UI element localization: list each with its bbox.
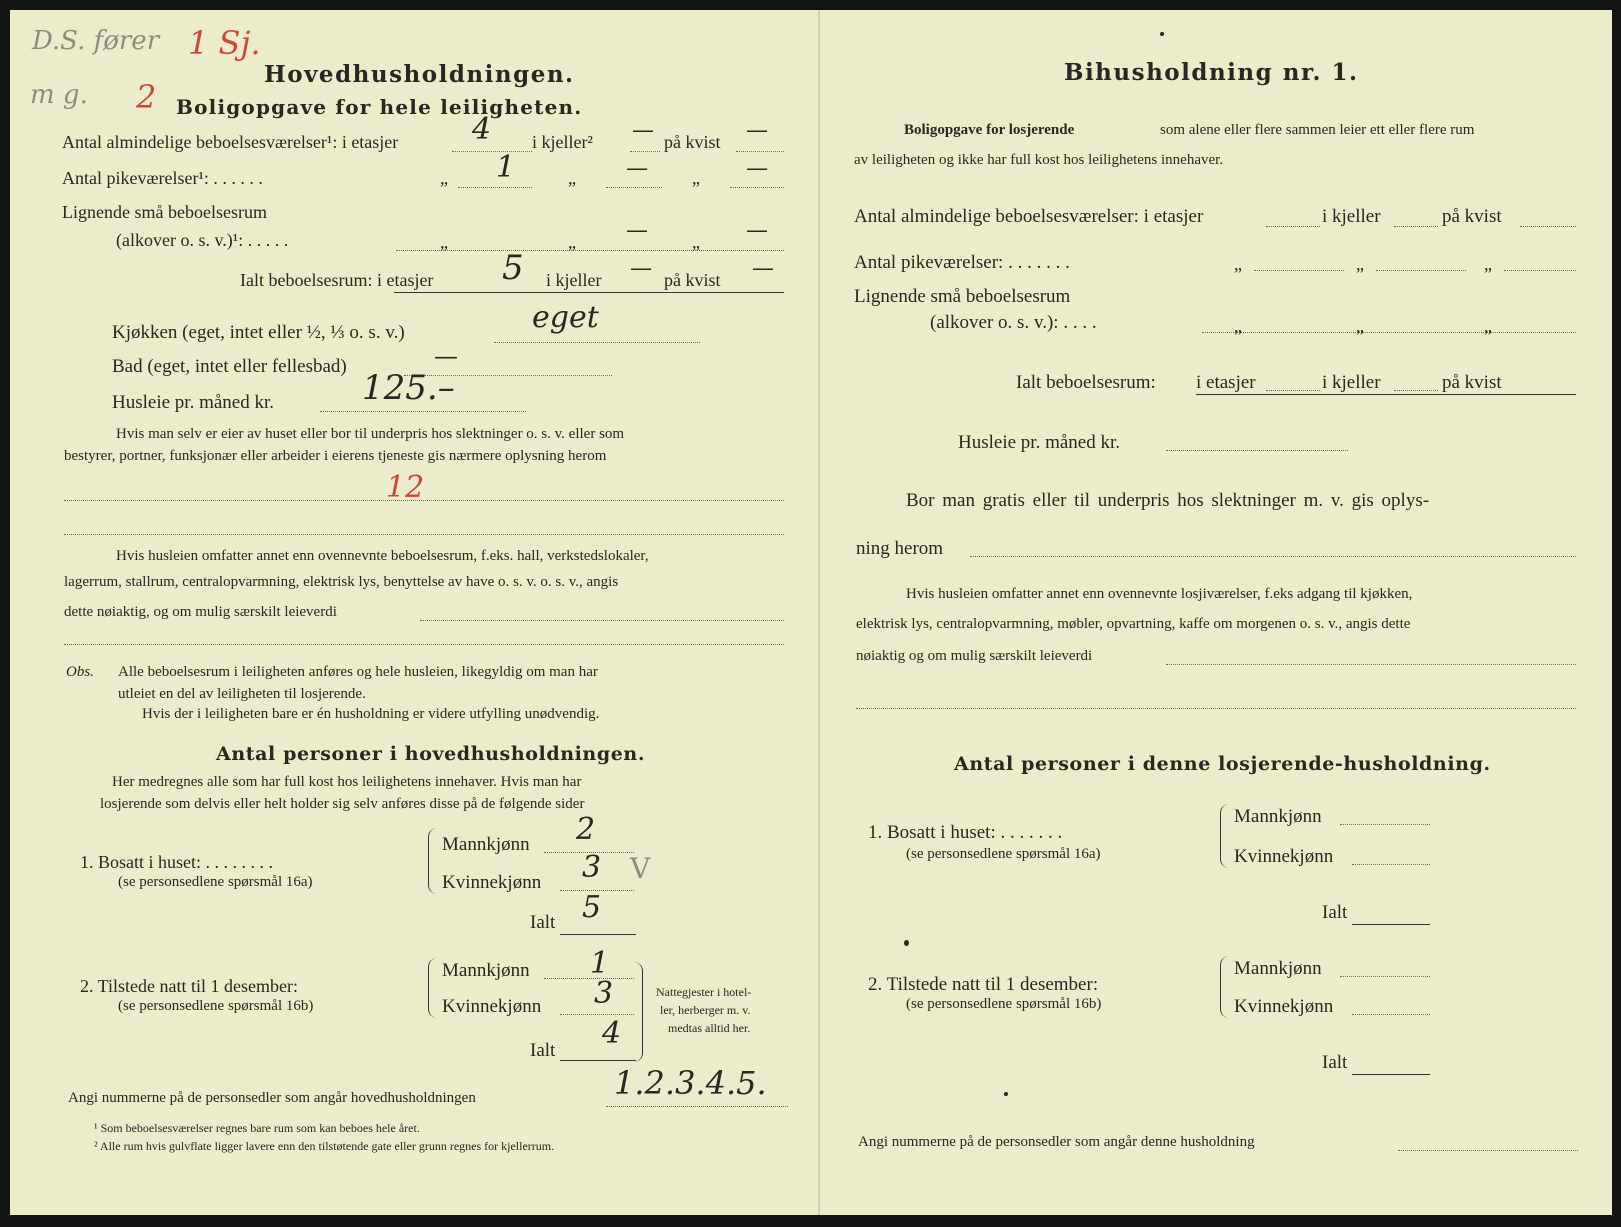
left-rent-label: Husleie pr. måned kr. [112, 392, 274, 413]
pencil-note-ds: D.S. fører [32, 26, 160, 56]
hw-dash: — [630, 256, 652, 281]
right-present-total: Ialt [1322, 1052, 1348, 1073]
left-extra-note-2: lagerrum, stallrum, centralopvarmning, elektrisk lys, benyttelse av have o. s. v. o. s. v., angis [64, 574, 619, 590]
right-total-etasjer: i etasjer [1196, 372, 1256, 393]
right-alcove-label: (alkover o. s. v.): . . . . [930, 312, 1097, 333]
right-free-note-1: Bor man gratis eller til underpris hos slektninger m. v. gis oplys- [906, 490, 1430, 511]
left-persons-title: Antal personer i hovedhusholdningen. [216, 743, 646, 765]
left-title: Hovedhusholdningen. [264, 61, 575, 88]
ditto: „ [1234, 316, 1242, 336]
left-alcove-label: (alkover o. s. v.)¹: . . . . . [116, 230, 289, 250]
ditto: „ [692, 168, 700, 188]
hw-etasjer: 4 [472, 112, 492, 147]
ditto: „ [1484, 254, 1492, 274]
left-owner-note-2: bestyrer, portner, funksjonær eller arbeider i eierens tjeneste gis nærmere oplysning herom [64, 448, 607, 464]
left-kitchen-label: Kjøkken (eget, intet eller ½, ⅓ o. s. v.) [112, 322, 405, 343]
ditto: „ [440, 168, 448, 188]
left-extra-note-1: Hvis husleien omfatter annet enn ovennevnte beboelsesrum, f.eks. hall, verkstedslokaler, [116, 548, 649, 564]
page-fold [818, 10, 820, 1215]
red-mark-2: 2 [136, 78, 157, 116]
hw-kvist: — [746, 118, 768, 143]
hw-resident-total: 5 [582, 890, 602, 925]
left-maids-label: Antal pikeværelser¹: . . . . . . [62, 168, 263, 188]
hw-bath: — [434, 342, 458, 370]
hw-kjeller: — [632, 118, 654, 143]
pencil-note-mg: m g. [30, 80, 88, 110]
red-mark-top: 1 Sj. [188, 24, 261, 62]
left-night-note-3: medtas alltid her. [668, 1021, 751, 1035]
right-intro-2: av leiligheten og ikke har full kost hos leilighetens innehaver. [854, 152, 1224, 168]
right-free-note-2: ning herom [856, 538, 944, 559]
left-persons-note-1: Her medregnes alle som har full kost hos leilighetens innehaver. Hvis man har [112, 774, 582, 790]
right-total-kjeller: i kjeller [1322, 372, 1381, 393]
right-rooms-kjeller: i kjeller [1322, 206, 1381, 227]
right-present-female: Kvinnekjønn [1234, 996, 1334, 1017]
hw-ialt-etasjer: 5 [502, 248, 524, 288]
right-resident-total: Ialt [1322, 902, 1348, 923]
right-small-rooms-label: Lignende små beboelsesrum [854, 286, 1071, 307]
ditto: „ [1356, 316, 1364, 336]
left-resident-label: 1. Bosatt i huset: . . . . . . . . [80, 852, 273, 872]
left-owner-note-1: Hvis man selv er eier av huset eller bor til underpris hos slektninger o. s. v. eller som [116, 426, 625, 442]
right-resident-sub: (se personsedlene spørsmål 16a) [906, 846, 1101, 862]
right-resident-male: Mannkjønn [1234, 806, 1322, 827]
left-bath-label: Bad (eget, intet eller fellesbad) [112, 356, 347, 377]
left-resident-sub: (se personsedlene spørsmål 16a) [118, 874, 313, 890]
left-footnote-2: ² Alle rum hvis gulvflate ligger lavere enn den tilstøtende gate eller grunn regnes for kjellerrum. [94, 1139, 555, 1153]
hw-present-male: 1 [590, 946, 610, 981]
left-obs-prefix: Obs. [66, 664, 94, 680]
right-rooms-label: Antal almindelige beboelsesværelser: i etasjer [854, 206, 1204, 227]
ditto: „ [440, 232, 448, 252]
left-night-note-2: ler, herberger m. v. [660, 1003, 751, 1017]
ditto: „ [1356, 254, 1364, 274]
left-present-total: Ialt [530, 1040, 556, 1061]
hw-present-total: 4 [602, 1016, 622, 1051]
hw-dash: — [746, 156, 768, 181]
left-extra-note-3: dette nøiaktig, og om mulig særskilt leieverdi [64, 604, 337, 620]
left-obs-2: utleiet en del av leiligheten til losjerende. [118, 686, 366, 702]
right-extra-note-1: Hvis husleien omfatter annet enn ovennevnte losjiværelser, f.eks adgang til kjøkken, [906, 586, 1413, 602]
right-numbers-label: Angi nummerne på de personsedler som angår denne husholdning [858, 1134, 1255, 1150]
ditto: „ [1234, 254, 1242, 274]
left-present-label: 2. Tilstede natt til 1 desember: [80, 976, 298, 996]
right-persons-title: Antal personer i denne losjerende-husholdning. [954, 753, 1491, 775]
left-total-kjeller: i kjeller [546, 270, 602, 290]
left-small-rooms-label: Lignende små beboelsesrum [62, 202, 267, 222]
hw-dash: — [626, 218, 648, 243]
left-persons-note-2: losjerende som delvis eller helt holder sig selv anføres disse på de følgende sider [100, 796, 585, 812]
page-sub-household [812, 10, 1612, 1215]
right-title: Bihusholdning nr. 1. [1064, 59, 1359, 86]
left-night-note-1: Nattegjester i hotel- [656, 985, 752, 999]
right-total-label: Ialt beboelsesrum: [1016, 372, 1156, 393]
left-obs-3: Hvis der i leiligheten bare er én husholdning er videre utfylling unødvendig. [142, 706, 600, 722]
left-resident-total: Ialt [530, 912, 556, 933]
hw-rent: 125.– [362, 368, 455, 408]
left-numbers-label: Angi nummerne på de personsedler som angår hovedhusholdningen [68, 1090, 476, 1106]
ditto: „ [568, 168, 576, 188]
hw-dash: — [626, 156, 648, 181]
hw-present-female: 3 [594, 976, 614, 1011]
right-present-label: 2. Tilstede natt til 1 desember: [868, 974, 1099, 995]
hw-resident-female: 3 [582, 850, 602, 885]
right-maids-label: Antal pikeværelser: . . . . . . . [854, 252, 1070, 273]
ditto: „ [568, 232, 576, 252]
right-extra-note-2: elektrisk lys, centralopvarmning, møbler, opvartning, kaffe om morgenen o. s. v., angis dette [856, 616, 1411, 632]
right-resident-label: 1. Bosatt i huset: . . . . . . . [868, 822, 1063, 843]
pencil-check: V [630, 852, 651, 885]
left-present-male: Mannkjønn [442, 960, 530, 981]
left-present-sub: (se personsedlene spørsmål 16b) [118, 998, 314, 1014]
left-footnote-1: ¹ Som beboelsesværelser regnes bare rum som kan beboes hele året. [94, 1121, 420, 1135]
hw-resident-male: 2 [576, 812, 596, 847]
right-present-sub: (se personsedlene spørsmål 16b) [906, 996, 1102, 1012]
hw-kitchen: eget [532, 300, 599, 335]
hw-dash: — [746, 218, 768, 243]
left-resident-female: Kvinnekjønn [442, 872, 542, 893]
right-intro-bold: Boligopgave for losjerende [904, 122, 1075, 138]
left-rooms-label: Antal almindelige beboelsesværelser¹: i etasjer [62, 132, 399, 152]
red-mark-12: 12 [386, 470, 425, 505]
left-subtitle: Boligopgave for hele leiligheten. [176, 95, 583, 119]
right-present-male: Mannkjønn [1234, 958, 1322, 979]
right-intro-rest: som alene eller flere sammen leier ett eller flere rum [1160, 122, 1475, 138]
right-resident-female: Kvinnekjønn [1234, 846, 1334, 867]
left-resident-male: Mannkjønn [442, 834, 530, 855]
hw-dash: — [752, 256, 774, 281]
right-rooms-kvist: på kvist [1442, 206, 1502, 227]
hw-pike: 1 [496, 150, 516, 185]
ditto: „ [692, 232, 700, 252]
left-rooms-kjeller: i kjeller² [532, 132, 593, 152]
hw-numbers: 1.2.3.4.5. [614, 1064, 767, 1102]
right-total-kvist: på kvist [1442, 372, 1502, 393]
left-present-female: Kvinnekjønn [442, 996, 542, 1017]
left-total-kvist: på kvist [664, 270, 721, 290]
right-extra-note-3: nøiaktig og om mulig særskilt leieverdi [856, 648, 1093, 664]
ditto: „ [1484, 316, 1492, 336]
left-total-label: Ialt beboelsesrum: i etasjer [240, 270, 434, 290]
right-rent-label: Husleie pr. måned kr. [958, 432, 1120, 453]
left-rooms-kvist: på kvist [664, 132, 721, 152]
left-obs-1: Alle beboelsesrum i leiligheten anføres og hele husleien, likegyldig om man har [118, 664, 598, 680]
